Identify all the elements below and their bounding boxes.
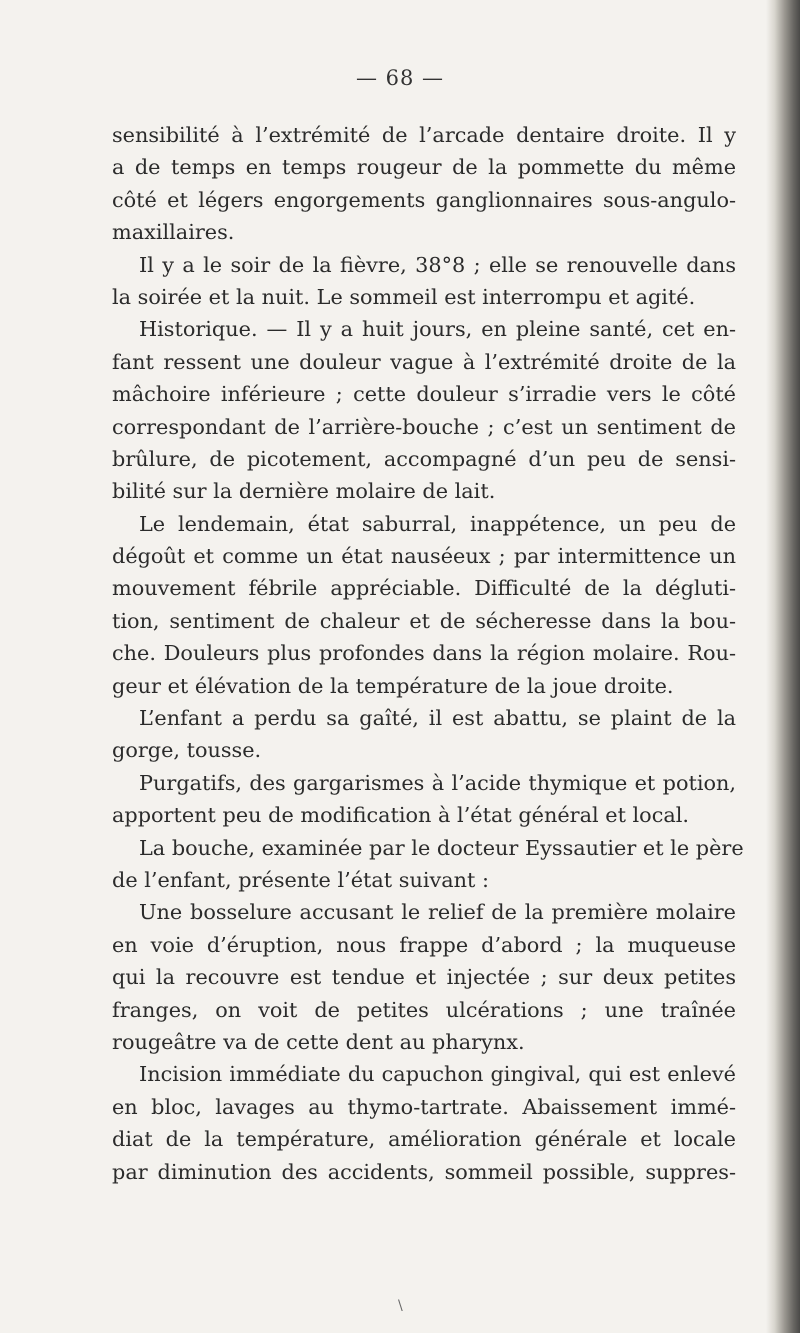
text-line: en bloc, lavages au thymo-tartrate. Abaissement immé- (112, 1094, 736, 1119)
text-line: la soirée et la nuit. Le sommeil est interrompu et agité. (112, 284, 696, 309)
page-edge-shadow (766, 0, 800, 1333)
text-line: brûlure, de picotement, accompagné d’un peu de sensi- (112, 446, 736, 471)
stray-mark: \ (398, 1298, 403, 1314)
text-line: correspondant de l’arrière-bouche ; c’est un sentiment de (112, 414, 736, 439)
text-line: maxillaires. (112, 220, 235, 245)
text-line: de l’enfant, présente l’état suivant : (112, 867, 490, 892)
text-line: geur et élévation de la température de la joue droite. (112, 673, 674, 698)
text-line: Historique. — Il y a huit jours, en pleine santé, cet en- (139, 317, 736, 342)
text-line: rougeâtre va de cette dent au pharynx. (112, 1029, 525, 1054)
text-line: bilité sur la dernière molaire de lait. (112, 479, 496, 504)
text-line: gorge, tousse. (112, 738, 262, 763)
text-line: a de temps en temps rougeur de la pommette du même (112, 155, 736, 180)
text-line: Purgatifs, des gargarismes à l’acide thymique et potion, (139, 770, 736, 795)
text-line: fant ressent une douleur vague à l’extrémité droite de la (112, 349, 736, 374)
text-line: L’enfant a perdu sa gaîté, il est abattu, se plaint de la (139, 706, 736, 731)
text-line: Il y a le soir de la fièvre, 38°8 ; elle se renouvelle dans (139, 252, 736, 277)
text-line: mâchoire inférieure ; cette douleur s’irradie vers le côté (112, 382, 736, 407)
text-line: mouvement fébrile appréciable. Difficulté de la dégluti- (112, 576, 736, 601)
page-number: — 68 — (355, 66, 445, 90)
text-line: che. Douleurs plus profondes dans la région molaire. Rou- (112, 641, 736, 666)
text-line: côté et légers engorgements ganglionnaires sous-angulo- (112, 187, 736, 212)
text-line: Le lendemain, état saburral, inappétence, un peu de (139, 511, 736, 536)
text-line: La bouche, examinée par le docteur Eyssautier et le père (139, 835, 744, 860)
text-line: diat de la température, amélioration générale et locale (112, 1127, 736, 1152)
text-line: Une bosselure accusant le relief de la première molaire (139, 900, 736, 925)
text-line: tion, sentiment de chaleur et de sécheresse dans la bou- (112, 608, 736, 633)
text-line: par diminution des accidents, sommeil possible, suppres- (112, 1159, 736, 1184)
text-line: dégoût et comme un état nauséeux ; par intermittence un (112, 544, 736, 569)
text-line: en voie d’éruption, nous frappe d’abord ; la muqueuse (112, 932, 736, 957)
text-line: Incision immédiate du capuchon gingival, qui est enlevé (139, 1062, 736, 1087)
text-line: franges, on voit de petites ulcérations ; une traînée (112, 997, 736, 1022)
text-line: sensibilité à l’extrémité de l’arcade dentaire droite. Il y (112, 123, 736, 147)
text-line: qui la recouvre est tendue et injectée ; sur deux petites (112, 965, 736, 990)
text-line: apportent peu de modification à l’état général et local. (112, 803, 690, 828)
body-text (112, 119, 744, 1188)
